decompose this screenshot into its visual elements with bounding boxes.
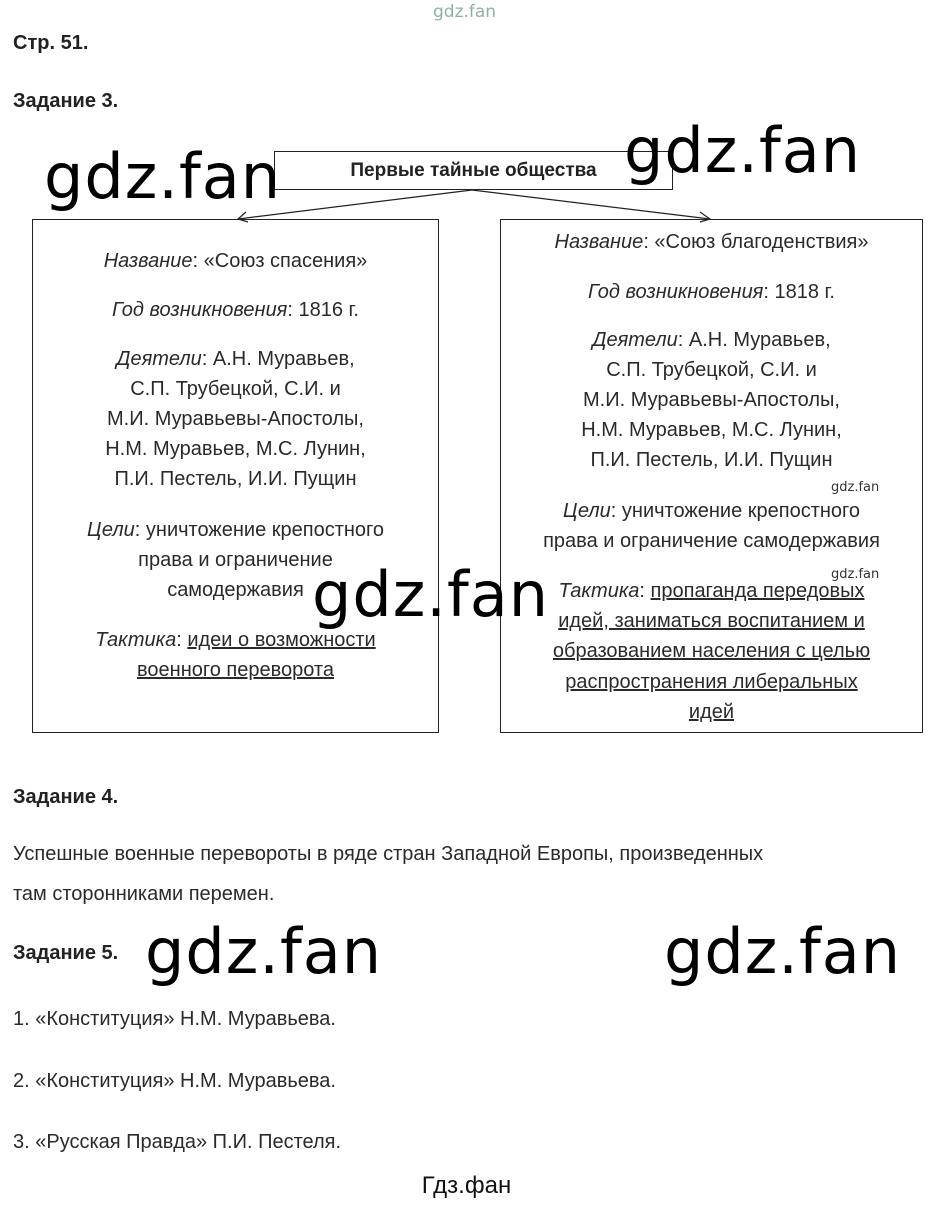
- right-members-line: Н.М. Муравьев, М.С. Лунин,: [581, 419, 842, 441]
- page-number: Стр. 51.: [13, 32, 89, 54]
- task5-heading: Задание 5.: [13, 942, 119, 964]
- task4-answer-line: там сторонниками перемен.: [13, 883, 275, 905]
- left-year: Год возникновения: 1816 г.: [112, 299, 359, 321]
- watermark: gdz.fan: [145, 915, 383, 988]
- right-members-line: Деятели: А.Н. Муравьев,: [592, 329, 831, 351]
- task4-answer-line: Успешные военные перевороты в ряде стран Западной Европы, произведенных: [13, 843, 764, 865]
- right-year: Год возникновения: 1818 г.: [588, 281, 835, 303]
- right-name: Название: «Союз благоденствия»: [554, 231, 869, 253]
- right-goals-line: Цели: уничтожение крепостного: [562, 500, 861, 522]
- left-tactics-line: Тактика: идеи о возможности: [95, 629, 376, 651]
- watermark-top: gdz.fan: [433, 2, 497, 22]
- left-members-line: М.И. Муравьевы-Апостолы,: [107, 408, 364, 430]
- right-members-line: С.П. Трубецкой, С.И. и: [606, 359, 817, 381]
- left-tactics-line: военного переворота: [137, 659, 334, 681]
- task4-heading: Задание 4.: [13, 786, 119, 808]
- right-members-line: М.И. Муравьевы-Апостолы,: [583, 389, 840, 411]
- left-members-line: С.П. Трубецкой, С.И. и: [130, 378, 341, 400]
- task5-item: 2. «Конституция» Н.М. Муравьева.: [13, 1070, 336, 1092]
- watermark-small: gdz.fan: [831, 480, 880, 495]
- task5-item: 3. «Русская Правда» П.И. Пестеля.: [13, 1131, 342, 1153]
- diagram-root-title: Первые тайные общества: [350, 160, 597, 181]
- left-name: Название: «Союз спасения»: [103, 250, 368, 272]
- right-tactics-line: распространения либеральных: [565, 671, 858, 693]
- left-members-line: Деятели: А.Н. Муравьев,: [116, 348, 355, 370]
- right-tactics-line: идей: [688, 701, 735, 723]
- left-members-line: Н.М. Муравьев, М.С. Лунин,: [105, 438, 366, 460]
- left-goals-line: самодержавия: [167, 579, 304, 601]
- footer-label: Гдз.фан: [421, 1172, 512, 1199]
- watermark: gdz.fan: [624, 114, 862, 187]
- watermark: gdz.fan: [664, 915, 902, 988]
- task3-heading: Задание 3.: [13, 90, 119, 112]
- left-members-line: П.И. Пестель, И.И. Пущин: [114, 468, 357, 490]
- left-goals-line: Цели: уничтожение крепостного: [86, 519, 385, 541]
- right-goals-line: права и ограничение самодержавия: [543, 530, 880, 552]
- right-society-box: [500, 219, 923, 733]
- right-members-line: П.И. Пестель, И.И. Пущин: [590, 449, 833, 471]
- left-society-box: [32, 219, 439, 733]
- watermark: gdz.fan: [44, 140, 282, 213]
- left-goals-line: права и ограничение: [138, 549, 333, 571]
- task5-item: 1. «Конституция» Н.М. Муравьева.: [13, 1008, 336, 1030]
- right-tactics-line: идей, заниматься воспитанием и: [558, 610, 865, 632]
- right-tactics-line: образованием населения с целью: [552, 640, 871, 662]
- watermark: gdz.fan: [312, 558, 550, 631]
- watermark-small: gdz.fan: [831, 567, 880, 582]
- right-tactics-line: Тактика: пропаганда передовых: [558, 580, 865, 602]
